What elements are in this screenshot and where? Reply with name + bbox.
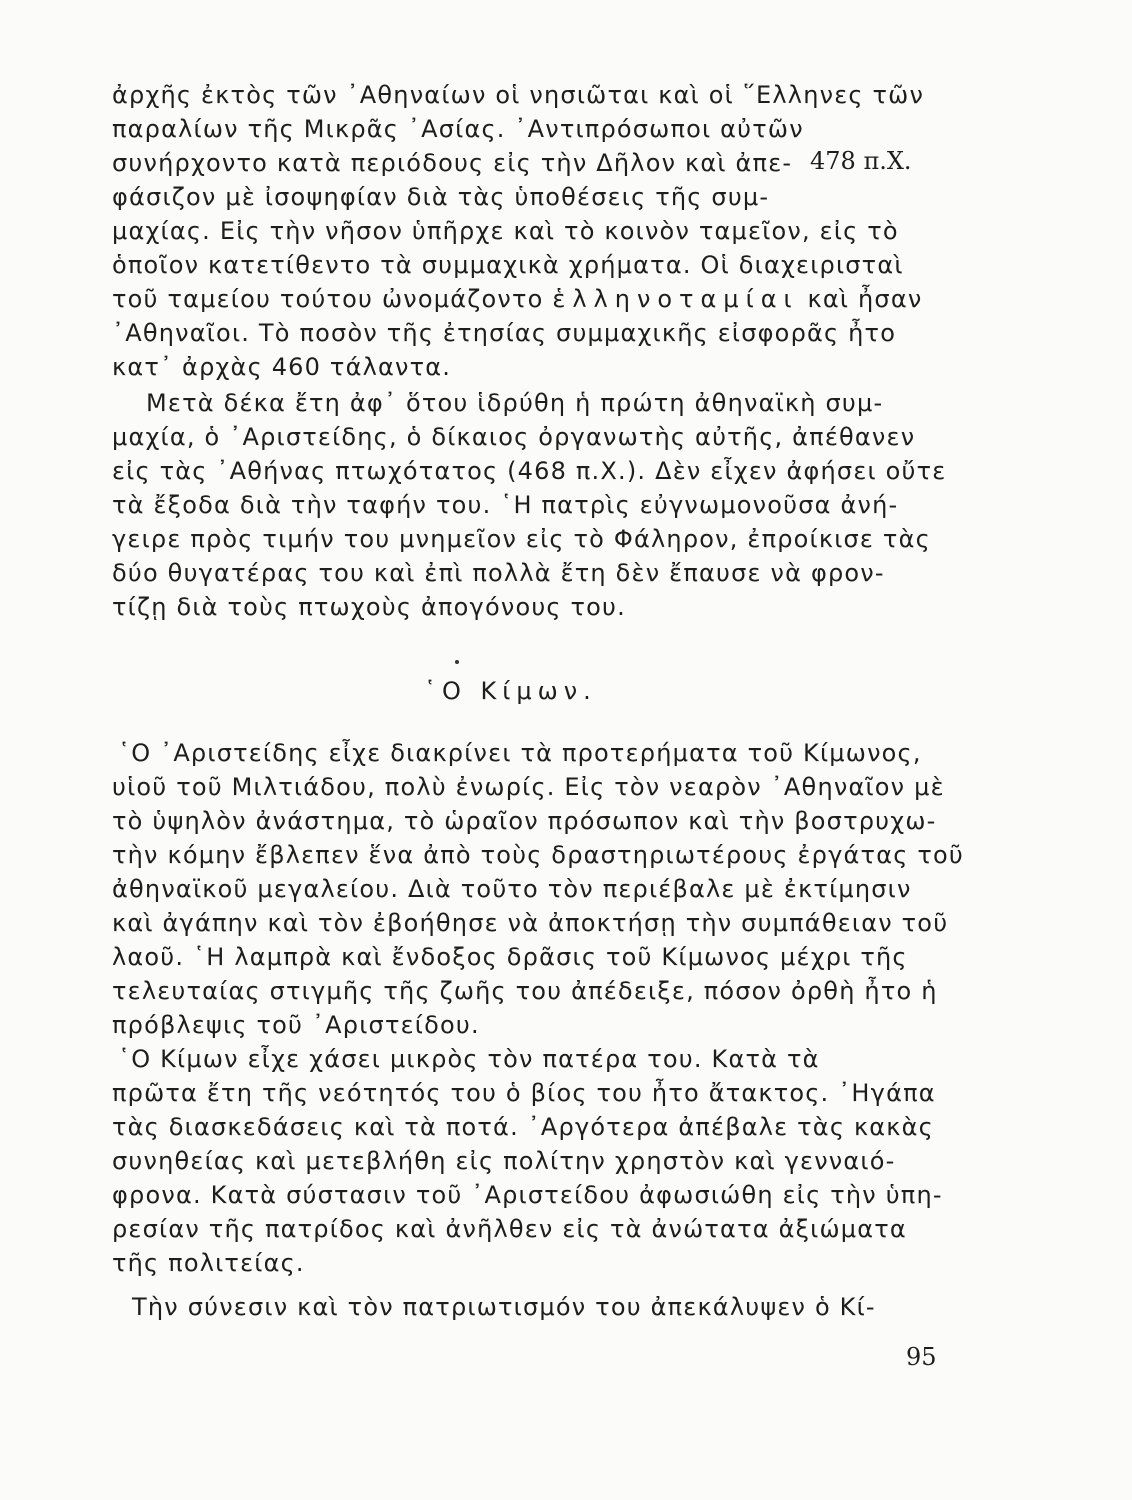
text-line: τὸ ὑψηλὸν ἀνάστημα, τὸ ὡραῖον πρόσωπον καὶ τὴν βοστρυχω- [112,807,937,835]
text-line: λαοῦ. ῾Η λαμπρὰ καὶ ἔνδοξος δρᾶσις τοῦ Κίμωνος μέχρι τῆς [112,943,908,971]
text-segment: τοῦ ταμείου τούτου ὠνομάζοντο [112,285,544,313]
text-line: καὶ ἀγάπην καὶ τὸν ἐβοήθησε νὰ ἀποκτήσῃ τὴν συμπάθειαν τοῦ [112,909,949,937]
text-line: πρῶτα ἔτη τῆς νεότητός του ὁ βίος του ἦτο ἄτακτος. ᾿Ηγάπα [112,1079,936,1107]
text-line: εἰς τὰς ᾿Αθήνας πτωχότατος (468 π.Χ.). Δὲν εἶχεν ἀφήσει οὔτε [112,457,947,485]
section-heading: ῾Ο Κίμων. [424,677,597,705]
text-line: τὰ ἔξοδα διὰ τὴν ταφήν του. ῾Η πατρὶς εὐγνωμονοῦσα ἀνή- [112,491,899,519]
text-line: πρόβλεψις τοῦ ᾿Αριστείδου. [112,1011,480,1039]
text-line: ῾Ο Κίμων εἶχε χάσει μικρὸς τὸν πατέρα του. Κατὰ τὰ [118,1045,820,1073]
text-line: υἱοῦ τοῦ Μιλτιάδου, πολὺ ἐνωρίς. Εἰς τὸν νεαρὸν ᾿Αθηναῖον μὲ [112,773,945,801]
text-line: Μετὰ δέκα ἔτη ἀφ᾿ ὅτου ἱδρύθη ἡ πρώτη ἀθηναϊκὴ συμ- [146,389,884,417]
text-line: μαχία, ὁ ᾿Αριστείδης, ὁ δίκαιος ὀργανωτὴς αὐτῆς, ἀπέθανεν [112,423,916,451]
text-line: ὁποῖον κατετίθεντο τὰ συμμαχικὰ χρήματα. Οἱ διαχειρισταὶ [112,251,904,279]
text-line: τὴν κόμην ἔβλεπεν ἕνα ἀπὸ τοὺς δραστηριωτέρους ἐργάτας τοῦ [112,841,964,869]
margin-date-note: 478 π.Χ. [810,147,912,175]
text-line: Τὴν σύνεσιν καὶ τὸν πατριωτισμόν του ἀπεκάλυψεν ὁ Κί- [132,1293,876,1321]
text-line [112,284,922,314]
text-line: ᾿Αθηναῖοι. Τὸ ποσὸν τῆς ἐτησίας συμμαχικῆς εἰσφορᾶς ἦτο [112,319,897,347]
text-line: ἀρχῆς ἐκτὸς τῶν ᾿Αθηναίων οἱ νησιῶται καὶ οἱ ῞Ελληνες τῶν [112,81,925,109]
text-line: ἀθηναϊκοῦ μεγαλείου. Διὰ τοῦτο τὸν περιέβαλε μὲ ἐκτίμησιν [112,875,912,903]
text-line: τὰς διασκεδάσεις καὶ τὰ ποτά. ᾿Αργότερα ἀπέβαλε τὰς κακὰς [112,1113,934,1141]
text-line: μαχίας. Εἰς τὴν νῆσον ὑπῆρχε καὶ τὸ κοινὸν ταμεῖον, εἰς τὸ [112,217,899,245]
text-line: ρεσίαν τῆς πατρίδος καὶ ἀνῆλθεν εἰς τὰ ἀνώτατα ἀξιώματα [112,1215,907,1243]
text-line: κατ᾿ ἀρχὰς 460 τάλαντα. [112,353,452,381]
text-line: τῆς πολιτείας. [112,1249,305,1277]
text-line: φάσιζον μὲ ἰσοψηφίαν διὰ τὰς ὑποθέσεις τῆς συμ- [112,183,770,211]
page-number: 95 [906,1343,937,1371]
text-line: τελευταίας στιγμῆς τῆς ζωῆς του ἀπέδειξε, πόσον ὀρθὴ ἦτο ἡ [112,977,938,1005]
text-line: τίζῃ διὰ τοὺς πτωχοὺς ἀπογόνους του. [112,593,626,621]
text-line: παραλίων τῆς Μικρᾶς ᾿Ασίας. ᾿Αντιπρόσωποι αὐτῶν [112,115,804,143]
text-line: ῾Ο ᾿Αριστείδης εἶχε διακρίνει τὰ προτερήματα τοῦ Κίμωνος, [118,739,922,767]
text-segment: καὶ ἦσαν [807,285,923,313]
text-line: δύο θυγατέρας του καὶ ἐπὶ πολλὰ ἔτη δὲν ἔπαυσε νὰ φρον- [112,559,885,587]
text-line: φρονα. Κατὰ σύστασιν τοῦ ᾿Αριστείδου ἀφωσιώθη εἰς τὴν ὑπη- [112,1181,943,1209]
text-line: συνήρχοντο κατὰ περιόδους εἰς τὴν Δῆλον καὶ ἀπε- [112,149,793,177]
print-speck [455,660,459,664]
text-line: γειρε πρὸς τιμήν του μνημεῖον εἰς τὸ Φάληρον, ἐπροίκισε τὰς [112,525,931,553]
text-line: συνηθείας καὶ μετεβλήθη εἰς πολίτην χρηστὸν καὶ γενναιό- [112,1147,896,1175]
emphasized-term: ἑλληνοταμίαι [552,285,799,313]
